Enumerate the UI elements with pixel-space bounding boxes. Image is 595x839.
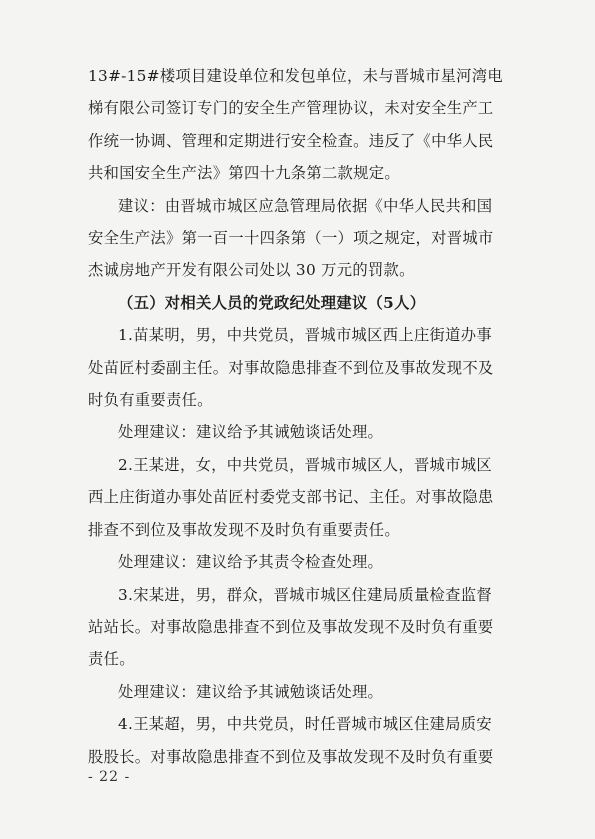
text-line: 处苗匠村委副主任。对事故隐患排查不到位及事故发现不及 — [88, 358, 494, 377]
text-line: 杰诚房地产开发有限公司处以 30 万元的罚款。 — [88, 261, 415, 280]
text-line: 责任。 — [88, 650, 135, 669]
text-line: 股股长。对事故隐患排查不到位及事故发现不及时负有重要 — [88, 747, 494, 766]
text-line: 13#-15#楼项目建设单位和发包单位，未与晋城市星河湾电 — [88, 67, 503, 85]
text-line: 作统一协调、管理和定期进行安全检查。违反了《中华人民 — [88, 131, 494, 150]
text-line: 站站长。对事故隐患排查不到位及事故发现不及时负有重要 — [88, 617, 494, 636]
text-line: 处理建议：建议给予其诫勉谈话处理。 — [118, 423, 384, 442]
text-line: 西上庄街道办事处苗匠村委党支部书记、主任。对事故隐患 — [88, 488, 494, 507]
text-line: 4.王某超，男，中共党员，时任晋城市城区住建局质安 — [118, 715, 492, 734]
section-heading: （五）对相关人员的党政纪处理建议（5人） — [118, 293, 426, 312]
text-line: 1.苗某明，男，中共党员，晋城市城区西上庄街道办事 — [118, 326, 492, 345]
page-number: - 22 - — [88, 769, 131, 785]
body-text — [88, 60, 508, 773]
text-line: 安全生产法》第一百一十四条第（一）项之规定，对晋城市 — [88, 229, 494, 248]
text-line: 3.宋某进，男，群众，晋城市城区住建局质量检查监督 — [118, 585, 492, 604]
text-line: 2.王某进，女，中共党员，晋城市城区人，晋城市城区 — [118, 455, 492, 474]
text-line: 梯有限公司签订专门的安全生产管理协议，未对安全生产工 — [88, 99, 494, 118]
text-line: 建议：由晋城市城区应急管理局依据《中华人民共和国 — [118, 196, 493, 215]
text-line: 时负有重要责任。 — [88, 391, 213, 410]
text-line: 排查不到位及事故发现不及时负有重要责任。 — [88, 520, 400, 539]
text-line: 处理建议：建议给予其责令检查处理。 — [118, 553, 384, 572]
text-line: 处理建议：建议给予其诫勉谈话处理。 — [118, 682, 384, 701]
text-line: 共和国安全生产法》第四十九条第二款规定。 — [88, 164, 400, 183]
